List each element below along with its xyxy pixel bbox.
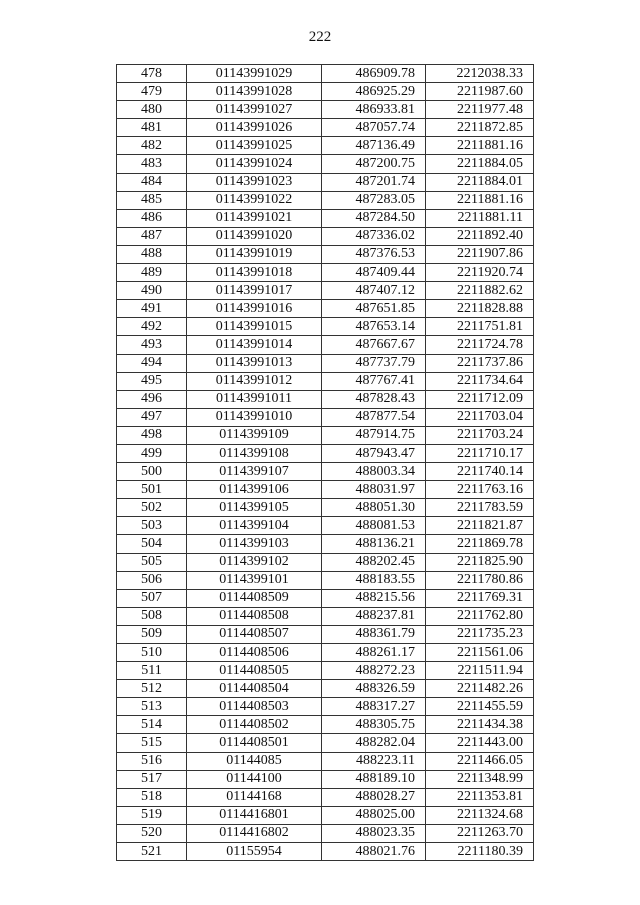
- row-index-cell: 507: [117, 589, 187, 607]
- table-row: [117, 499, 534, 517]
- y-coordinate-cell: 2211872.85: [426, 119, 534, 137]
- table-row: [117, 481, 534, 499]
- row-index-cell: 487: [117, 227, 187, 245]
- row-index-cell: 484: [117, 173, 187, 191]
- table-row: [117, 607, 534, 625]
- table-row: [117, 264, 534, 282]
- y-coordinate-cell: 2211511.94: [426, 662, 534, 680]
- y-coordinate-cell: 2211881.16: [426, 137, 534, 155]
- point-id-cell: 01143991019: [187, 245, 322, 263]
- point-id-cell: 01143991021: [187, 209, 322, 227]
- row-index-cell: 490: [117, 282, 187, 300]
- x-coordinate-cell: 488272.23: [322, 662, 426, 680]
- y-coordinate-cell: 2211783.59: [426, 499, 534, 517]
- table-row: [117, 788, 534, 806]
- point-id-cell: 0114399104: [187, 517, 322, 535]
- row-index-cell: 499: [117, 444, 187, 462]
- point-id-cell: 0114399108: [187, 444, 322, 462]
- table-row: [117, 625, 534, 643]
- table-row: [117, 716, 534, 734]
- x-coordinate-cell: 488282.04: [322, 734, 426, 752]
- x-coordinate-cell: 488051.30: [322, 499, 426, 517]
- x-coordinate-cell: 486933.81: [322, 101, 426, 119]
- point-id-cell: 0114399103: [187, 535, 322, 553]
- x-coordinate-cell: 487057.74: [322, 119, 426, 137]
- y-coordinate-cell: 2211735.23: [426, 625, 534, 643]
- x-coordinate-cell: 487336.02: [322, 227, 426, 245]
- row-index-cell: 482: [117, 137, 187, 155]
- page-number: 222: [308, 29, 332, 45]
- point-id-cell: 01144100: [187, 770, 322, 788]
- y-coordinate-cell: 2211977.48: [426, 101, 534, 119]
- x-coordinate-cell: 488361.79: [322, 625, 426, 643]
- point-id-cell: 0114408508: [187, 607, 322, 625]
- table-row: [117, 463, 534, 481]
- point-id-cell: 01143991024: [187, 155, 322, 173]
- row-index-cell: 488: [117, 245, 187, 263]
- x-coordinate-cell: 488237.81: [322, 607, 426, 625]
- point-id-cell: 01143991017: [187, 282, 322, 300]
- y-coordinate-cell: 2211920.74: [426, 264, 534, 282]
- row-index-cell: 513: [117, 698, 187, 716]
- x-coordinate-cell: 487767.41: [322, 372, 426, 390]
- table-row: [117, 843, 534, 861]
- x-coordinate-cell: 487283.05: [322, 191, 426, 209]
- row-index-cell: 519: [117, 806, 187, 824]
- table-row: [117, 644, 534, 662]
- y-coordinate-cell: 2211703.24: [426, 426, 534, 444]
- table-row: [117, 408, 534, 426]
- table-row: [117, 426, 534, 444]
- x-coordinate-cell: 488223.11: [322, 752, 426, 770]
- x-coordinate-cell: 487284.50: [322, 209, 426, 227]
- x-coordinate-cell: 488215.56: [322, 589, 426, 607]
- y-coordinate-cell: 2211353.81: [426, 788, 534, 806]
- row-index-cell: 515: [117, 734, 187, 752]
- y-coordinate-cell: 2211780.86: [426, 571, 534, 589]
- table-row: [117, 300, 534, 318]
- row-index-cell: 485: [117, 191, 187, 209]
- table-row: [117, 553, 534, 571]
- table-row: [117, 444, 534, 462]
- point-id-cell: 01143991023: [187, 173, 322, 191]
- table-row: [117, 137, 534, 155]
- point-id-cell: 01143991025: [187, 137, 322, 155]
- y-coordinate-cell: 2211443.00: [426, 734, 534, 752]
- table-row: [117, 191, 534, 209]
- coordinates-table: [116, 64, 534, 861]
- y-coordinate-cell: 2211703.04: [426, 408, 534, 426]
- y-coordinate-cell: 2211763.16: [426, 481, 534, 499]
- x-coordinate-cell: 488326.59: [322, 680, 426, 698]
- x-coordinate-cell: 487943.47: [322, 444, 426, 462]
- point-id-cell: 0114399109: [187, 426, 322, 444]
- y-coordinate-cell: 2211892.40: [426, 227, 534, 245]
- y-coordinate-cell: 2211455.59: [426, 698, 534, 716]
- row-index-cell: 492: [117, 318, 187, 336]
- point-id-cell: 01143991012: [187, 372, 322, 390]
- x-coordinate-cell: 488031.97: [322, 481, 426, 499]
- point-id-cell: 01143991022: [187, 191, 322, 209]
- point-id-cell: 0114399102: [187, 553, 322, 571]
- point-id-cell: 0114408502: [187, 716, 322, 734]
- table-row: [117, 155, 534, 173]
- x-coordinate-cell: 486925.29: [322, 83, 426, 101]
- table-row: [117, 318, 534, 336]
- table-row: [117, 227, 534, 245]
- table-row: [117, 245, 534, 263]
- x-coordinate-cell: 487407.12: [322, 282, 426, 300]
- y-coordinate-cell: 2211762.80: [426, 607, 534, 625]
- x-coordinate-cell: 488183.55: [322, 571, 426, 589]
- y-coordinate-cell: 2211821.87: [426, 517, 534, 535]
- y-coordinate-cell: 2211884.01: [426, 173, 534, 191]
- point-id-cell: 01143991029: [187, 65, 322, 83]
- y-coordinate-cell: 2211881.16: [426, 191, 534, 209]
- x-coordinate-cell: 486909.78: [322, 65, 426, 83]
- y-coordinate-cell: 2211561.06: [426, 644, 534, 662]
- x-coordinate-cell: 488081.53: [322, 517, 426, 535]
- table-row: [117, 535, 534, 553]
- y-coordinate-cell: 2211881.11: [426, 209, 534, 227]
- x-coordinate-cell: 488202.45: [322, 553, 426, 571]
- x-coordinate-cell: 487828.43: [322, 390, 426, 408]
- row-index-cell: 489: [117, 264, 187, 282]
- row-index-cell: 502: [117, 499, 187, 517]
- point-id-cell: 01143991014: [187, 336, 322, 354]
- point-id-cell: 0114399105: [187, 499, 322, 517]
- y-coordinate-cell: 2211180.39: [426, 843, 534, 861]
- row-index-cell: 517: [117, 770, 187, 788]
- table-row: [117, 734, 534, 752]
- y-coordinate-cell: 2211882.62: [426, 282, 534, 300]
- row-index-cell: 496: [117, 390, 187, 408]
- table-row: [117, 282, 534, 300]
- table-body: [117, 65, 534, 861]
- x-coordinate-cell: 487653.14: [322, 318, 426, 336]
- point-id-cell: 0114408507: [187, 625, 322, 643]
- table-row: [117, 83, 534, 101]
- row-index-cell: 498: [117, 426, 187, 444]
- y-coordinate-cell: 2211710.17: [426, 444, 534, 462]
- x-coordinate-cell: 487877.54: [322, 408, 426, 426]
- x-coordinate-cell: 488261.17: [322, 644, 426, 662]
- y-coordinate-cell: 2211907.86: [426, 245, 534, 263]
- point-id-cell: 0114408504: [187, 680, 322, 698]
- table-row: [117, 571, 534, 589]
- point-id-cell: 0114416801: [187, 806, 322, 824]
- table-row: [117, 824, 534, 842]
- row-index-cell: 511: [117, 662, 187, 680]
- row-index-cell: 503: [117, 517, 187, 535]
- row-index-cell: 512: [117, 680, 187, 698]
- point-id-cell: 01143991018: [187, 264, 322, 282]
- x-coordinate-cell: 488189.10: [322, 770, 426, 788]
- x-coordinate-cell: 487667.67: [322, 336, 426, 354]
- table-row: [117, 390, 534, 408]
- row-index-cell: 505: [117, 553, 187, 571]
- table-row: [117, 662, 534, 680]
- row-index-cell: 486: [117, 209, 187, 227]
- table-row: [117, 752, 534, 770]
- point-id-cell: 01143991020: [187, 227, 322, 245]
- y-coordinate-cell: 2211884.05: [426, 155, 534, 173]
- row-index-cell: 501: [117, 481, 187, 499]
- point-id-cell: 01143991028: [187, 83, 322, 101]
- point-id-cell: 01155954: [187, 843, 322, 861]
- y-coordinate-cell: 2211828.88: [426, 300, 534, 318]
- point-id-cell: 0114408509: [187, 589, 322, 607]
- x-coordinate-cell: 488023.35: [322, 824, 426, 842]
- x-coordinate-cell: 488003.34: [322, 463, 426, 481]
- table-row: [117, 65, 534, 83]
- y-coordinate-cell: 2211740.14: [426, 463, 534, 481]
- row-index-cell: 506: [117, 571, 187, 589]
- y-coordinate-cell: 2211737.86: [426, 354, 534, 372]
- x-coordinate-cell: 488136.21: [322, 535, 426, 553]
- x-coordinate-cell: 488305.75: [322, 716, 426, 734]
- row-index-cell: 510: [117, 644, 187, 662]
- point-id-cell: 0114399106: [187, 481, 322, 499]
- row-index-cell: 483: [117, 155, 187, 173]
- x-coordinate-cell: 487376.53: [322, 245, 426, 263]
- row-index-cell: 481: [117, 119, 187, 137]
- point-id-cell: 01143991011: [187, 390, 322, 408]
- table-row: [117, 517, 534, 535]
- x-coordinate-cell: 487201.74: [322, 173, 426, 191]
- y-coordinate-cell: 2211751.81: [426, 318, 534, 336]
- row-index-cell: 493: [117, 336, 187, 354]
- table-row: [117, 372, 534, 390]
- row-index-cell: 495: [117, 372, 187, 390]
- x-coordinate-cell: 488025.00: [322, 806, 426, 824]
- y-coordinate-cell: 2211324.68: [426, 806, 534, 824]
- point-id-cell: 0114399101: [187, 571, 322, 589]
- y-coordinate-cell: 2211734.64: [426, 372, 534, 390]
- y-coordinate-cell: 2211466.05: [426, 752, 534, 770]
- x-coordinate-cell: 487200.75: [322, 155, 426, 173]
- row-index-cell: 497: [117, 408, 187, 426]
- row-index-cell: 509: [117, 625, 187, 643]
- table-row: [117, 806, 534, 824]
- y-coordinate-cell: 2211482.26: [426, 680, 534, 698]
- table-row: [117, 589, 534, 607]
- row-index-cell: 508: [117, 607, 187, 625]
- row-index-cell: 479: [117, 83, 187, 101]
- table-row: [117, 101, 534, 119]
- y-coordinate-cell: 2211263.70: [426, 824, 534, 842]
- point-id-cell: 01143991016: [187, 300, 322, 318]
- table-row: [117, 173, 534, 191]
- y-coordinate-cell: 2211769.31: [426, 589, 534, 607]
- y-coordinate-cell: 2211987.60: [426, 83, 534, 101]
- row-index-cell: 521: [117, 843, 187, 861]
- row-index-cell: 520: [117, 824, 187, 842]
- x-coordinate-cell: 487651.85: [322, 300, 426, 318]
- table-row: [117, 354, 534, 372]
- row-index-cell: 494: [117, 354, 187, 372]
- x-coordinate-cell: 487914.75: [322, 426, 426, 444]
- y-coordinate-cell: 2211434.38: [426, 716, 534, 734]
- table-row: [117, 209, 534, 227]
- x-coordinate-cell: 487136.49: [322, 137, 426, 155]
- point-id-cell: 0114408501: [187, 734, 322, 752]
- point-id-cell: 01143991027: [187, 101, 322, 119]
- y-coordinate-cell: 2211712.09: [426, 390, 534, 408]
- table-row: [117, 336, 534, 354]
- y-coordinate-cell: 2212038.33: [426, 65, 534, 83]
- point-id-cell: 0114399107: [187, 463, 322, 481]
- y-coordinate-cell: 2211825.90: [426, 553, 534, 571]
- point-id-cell: 0114416802: [187, 824, 322, 842]
- table-row: [117, 770, 534, 788]
- point-id-cell: 0114408503: [187, 698, 322, 716]
- x-coordinate-cell: 487737.79: [322, 354, 426, 372]
- point-id-cell: 01143991026: [187, 119, 322, 137]
- x-coordinate-cell: 488317.27: [322, 698, 426, 716]
- point-id-cell: 01144168: [187, 788, 322, 806]
- x-coordinate-cell: 488028.27: [322, 788, 426, 806]
- point-id-cell: 0114408505: [187, 662, 322, 680]
- row-index-cell: 516: [117, 752, 187, 770]
- x-coordinate-cell: 488021.76: [322, 843, 426, 861]
- row-index-cell: 491: [117, 300, 187, 318]
- y-coordinate-cell: 2211869.78: [426, 535, 534, 553]
- row-index-cell: 504: [117, 535, 187, 553]
- point-id-cell: 01143991015: [187, 318, 322, 336]
- point-id-cell: 0114408506: [187, 644, 322, 662]
- y-coordinate-cell: 2211348.99: [426, 770, 534, 788]
- table-row: [117, 698, 534, 716]
- x-coordinate-cell: 487409.44: [322, 264, 426, 282]
- row-index-cell: 514: [117, 716, 187, 734]
- table-row: [117, 680, 534, 698]
- point-id-cell: 01143991013: [187, 354, 322, 372]
- table-row: [117, 119, 534, 137]
- row-index-cell: 480: [117, 101, 187, 119]
- point-id-cell: 01144085: [187, 752, 322, 770]
- row-index-cell: 518: [117, 788, 187, 806]
- row-index-cell: 500: [117, 463, 187, 481]
- point-id-cell: 01143991010: [187, 408, 322, 426]
- y-coordinate-cell: 2211724.78: [426, 336, 534, 354]
- row-index-cell: 478: [117, 65, 187, 83]
